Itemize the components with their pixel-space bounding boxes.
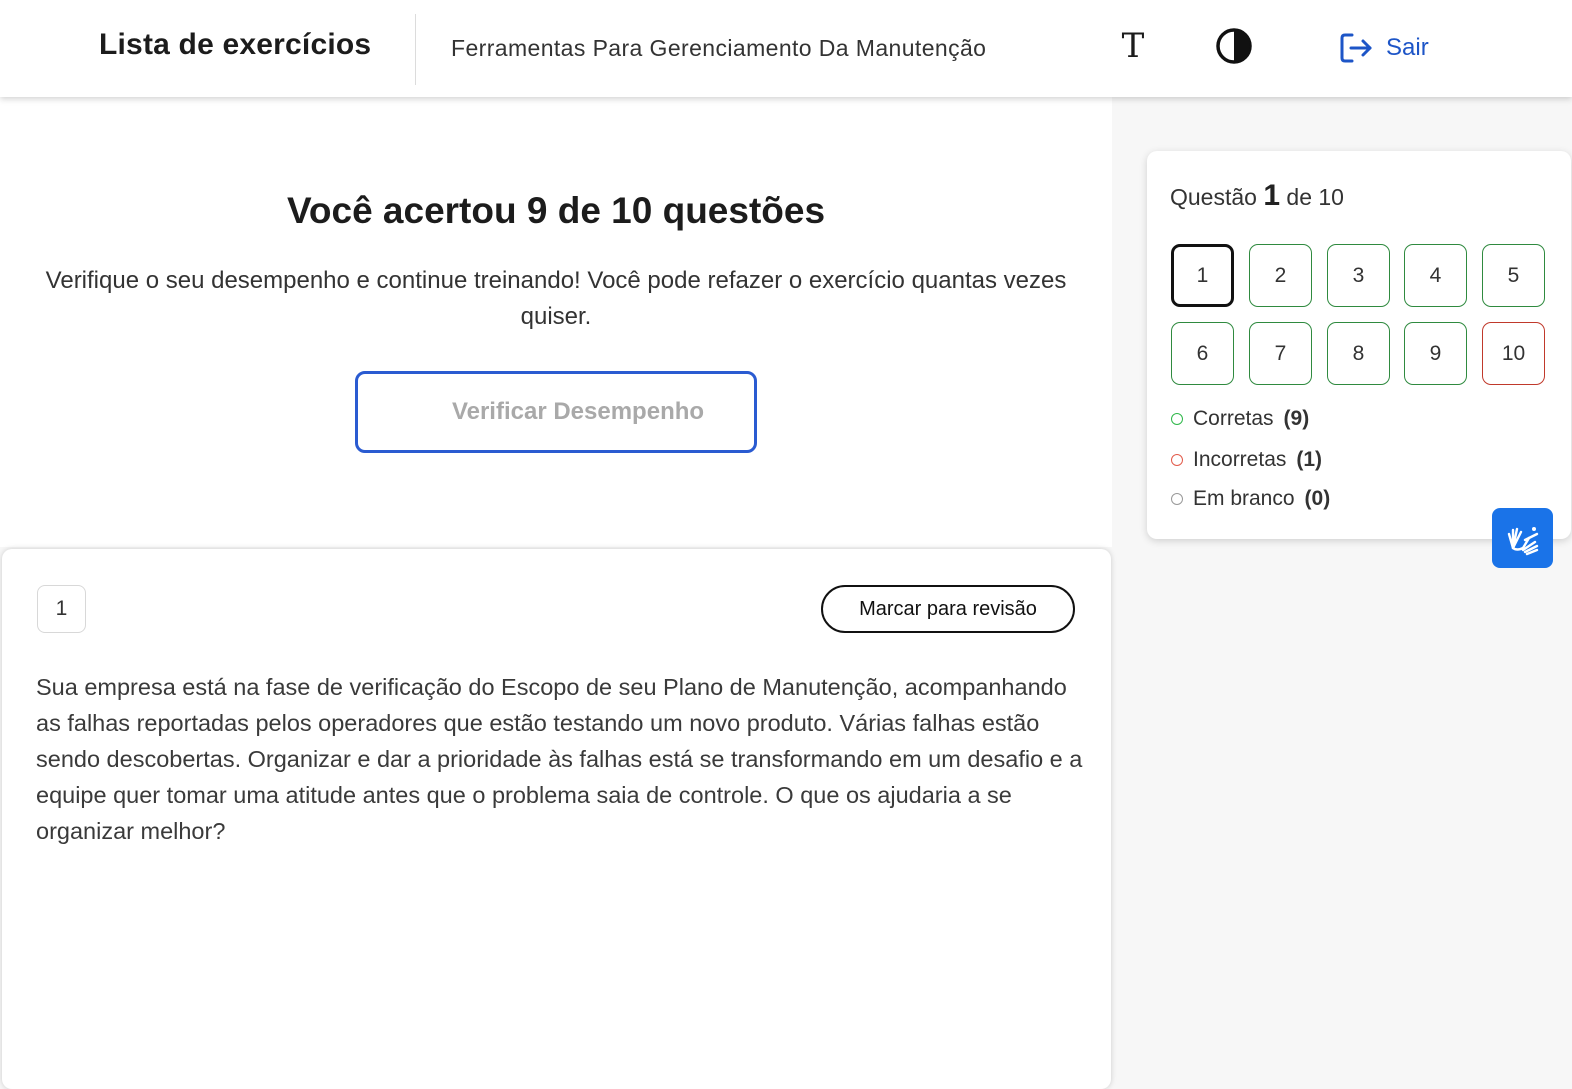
legend-count-correct: (9) (1283, 407, 1310, 430)
legend-correct (1171, 407, 1309, 431)
top-bar (0, 0, 1572, 97)
question-button-2[interactable]: 2 (1249, 244, 1312, 307)
question-text: Sua empresa está na fase de verificação do Escopo de seu Plano de Manutenção, acompanhando as falhas reportadas pelos operadores que estão testando um novo produto. Várias falhas estão sendo descobertas. Organizar e dar a prioridade às falhas está se transformando em um desafio e a equipe quer tomar uma atitude antes que o problema saia de controle. O que os ajudaria a se organizar melhor? (36, 674, 1083, 844)
counter-suffix: de 10 (1286, 184, 1344, 210)
legend-blank (1171, 487, 1330, 511)
question-button-4[interactable]: 4 (1404, 244, 1467, 307)
question-button-7[interactable]: 7 (1249, 322, 1312, 385)
legend-label-blank: Em branco (1193, 487, 1295, 510)
legend-incorrect (1171, 448, 1322, 472)
sign-language-hands-icon (1503, 518, 1543, 558)
header-divider (415, 14, 416, 85)
result-title: Você acertou 9 de 10 questões (286, 190, 826, 231)
question-card (2, 549, 1111, 1089)
logout-button[interactable] (1338, 30, 1429, 66)
question-number-badge: 1 (37, 585, 86, 633)
legend-dot-correct (1171, 413, 1183, 425)
counter-current: 1 (1263, 179, 1281, 212)
font-size-button[interactable] (1114, 26, 1152, 66)
counter-prefix: Questão (1170, 184, 1257, 210)
legend-count-blank: (0) (1304, 487, 1331, 510)
result-description: Verifique o seu desempenho e continue treinando! Você pode refazer o exercício quantas vezes quiser. (45, 267, 1067, 330)
verify-performance-button[interactable]: Verificar Desempenho (355, 371, 757, 453)
app-title: Lista de exercícios (99, 28, 372, 61)
question-button-8[interactable]: 8 (1327, 322, 1390, 385)
mark-for-review-button[interactable]: Marcar para revisão (821, 585, 1075, 633)
logout-label: Sair (1386, 34, 1429, 61)
legend-dot-blank (1171, 493, 1183, 505)
legend-dot-incorrect (1171, 454, 1183, 466)
question-button-3[interactable]: 3 (1327, 244, 1390, 307)
question-button-1[interactable]: 1 (1171, 244, 1234, 307)
legend-label-incorrect: Incorretas (1193, 448, 1287, 471)
logout-icon (1338, 30, 1374, 66)
question-counter (1170, 179, 1344, 213)
contrast-icon (1214, 27, 1254, 67)
legend-count-incorrect: (1) (1296, 448, 1323, 471)
question-button-10[interactable]: 10 (1482, 322, 1545, 385)
question-button-6[interactable]: 6 (1171, 322, 1234, 385)
question-navigator (1147, 151, 1571, 539)
question-button-5[interactable]: 5 (1482, 244, 1545, 307)
contrast-button[interactable] (1214, 27, 1254, 67)
course-title: Ferramentas Para Gerenciamento Da Manutenção (451, 35, 987, 61)
vlibras-button[interactable] (1492, 508, 1553, 568)
font-size-icon: T (1121, 26, 1145, 66)
question-button-9[interactable]: 9 (1404, 322, 1467, 385)
legend-label-correct: Corretas (1193, 407, 1274, 430)
